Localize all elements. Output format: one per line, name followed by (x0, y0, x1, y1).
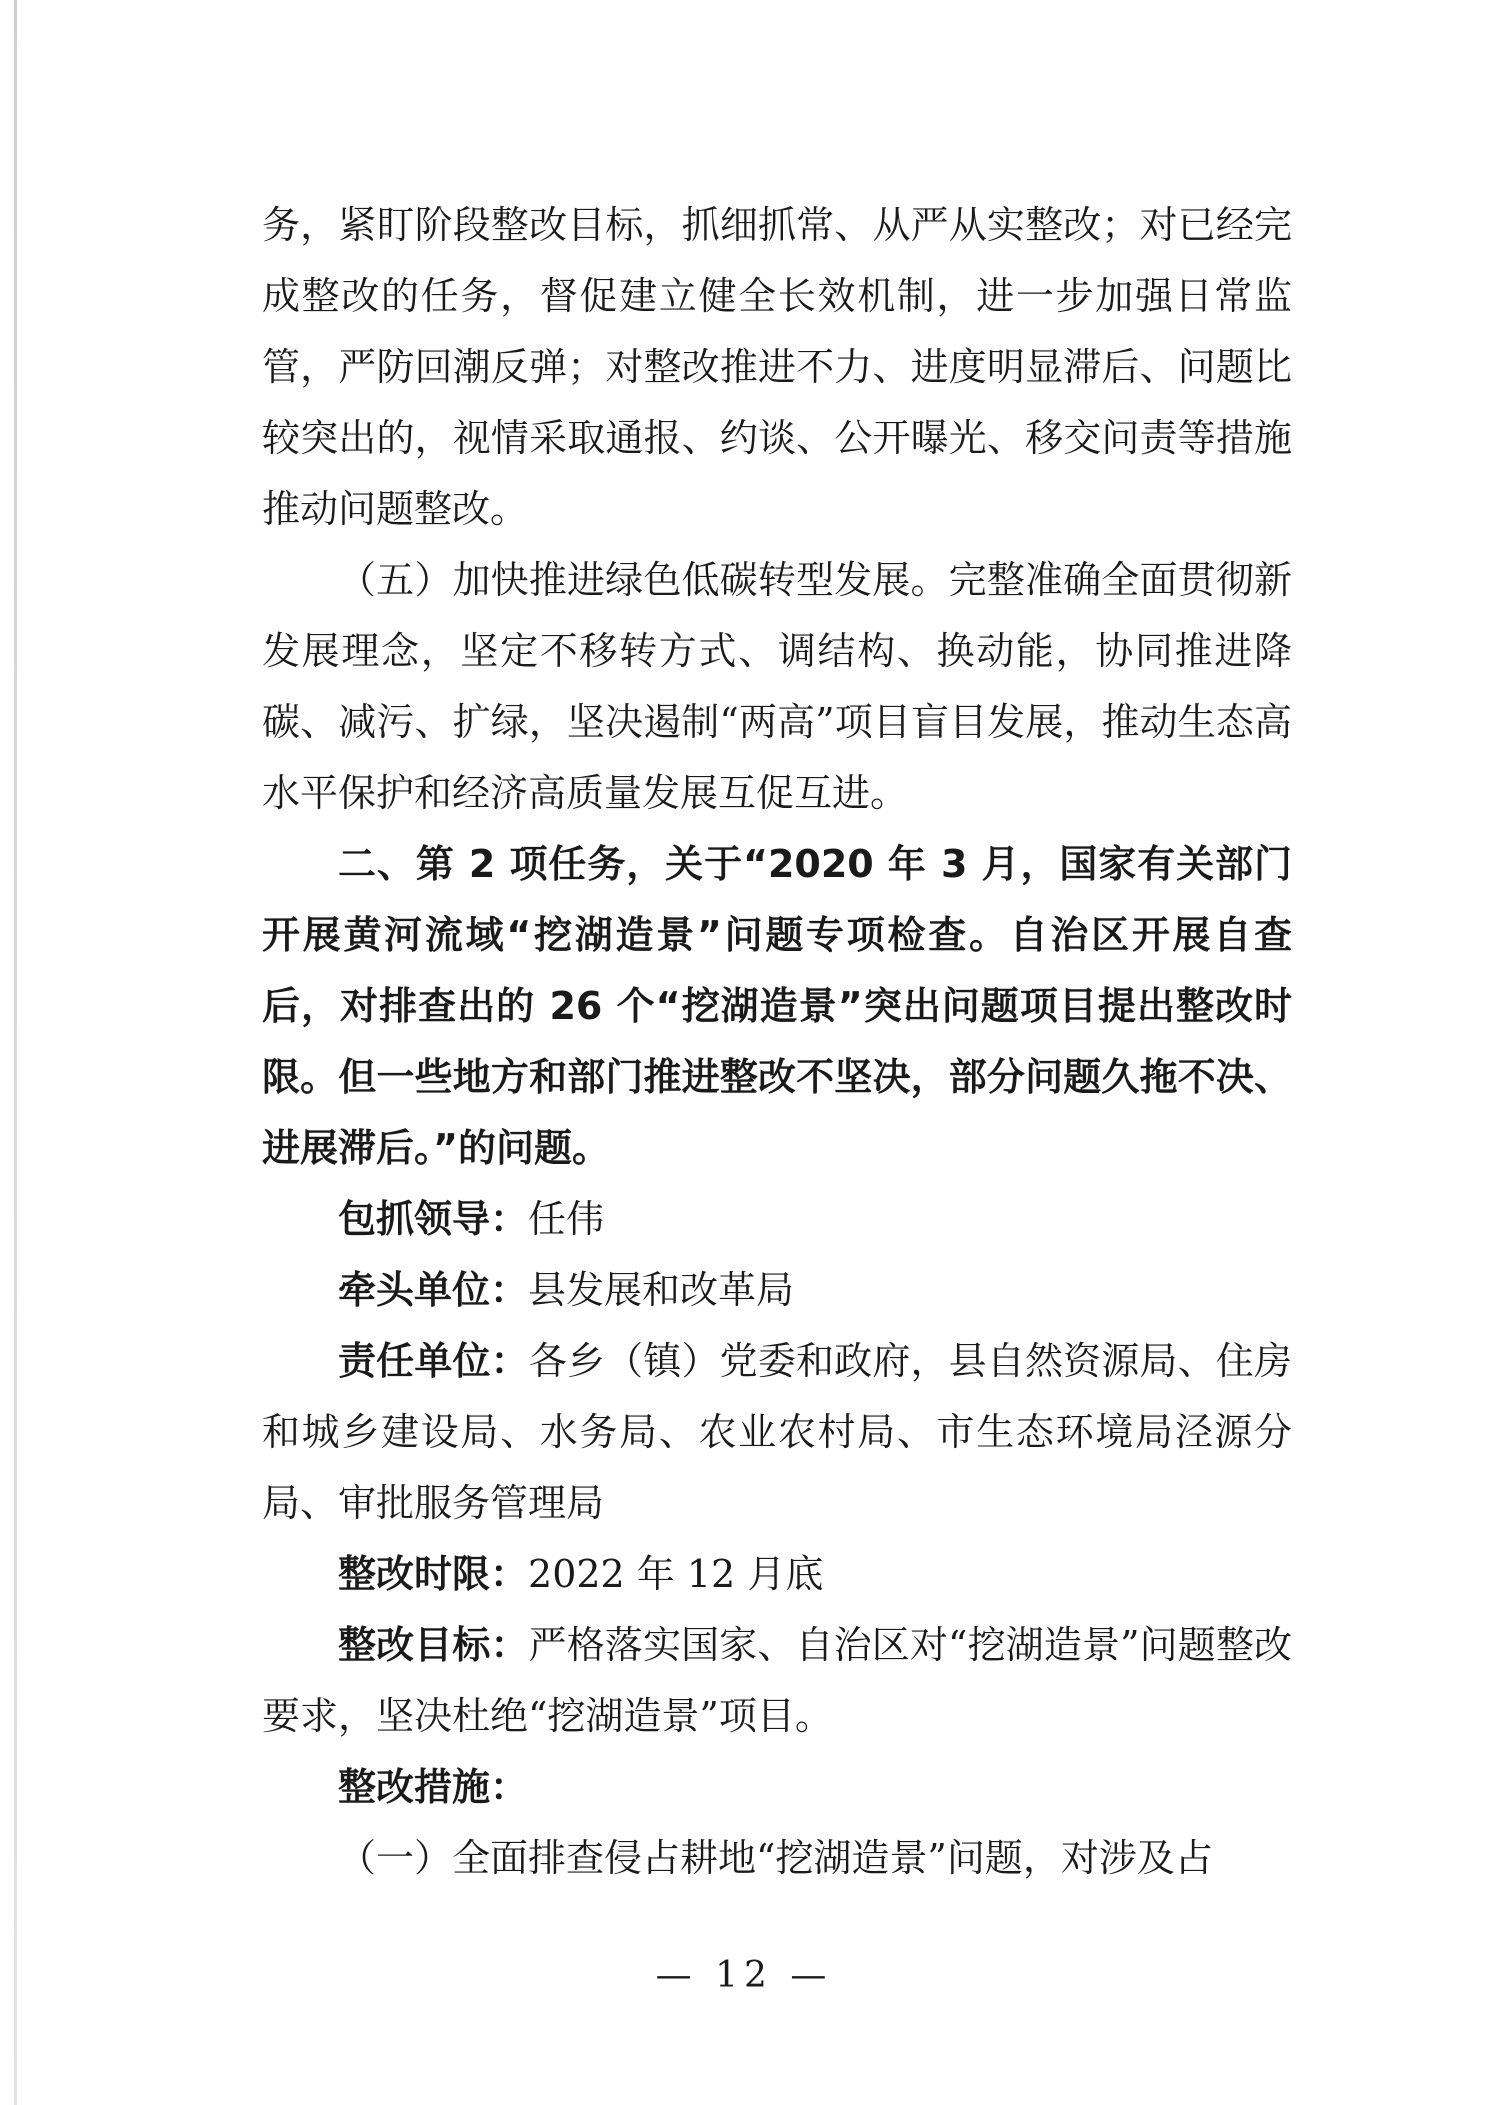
field-label: 整改措施： (338, 1765, 529, 1809)
field-lead-leader (262, 1184, 1292, 1255)
field-deadline (262, 1539, 1292, 1610)
field-lead-unit (262, 1255, 1292, 1326)
paragraph-section-five: （五）加快推进绿色低碳转型发展。完整准确全面贯彻新发展理念，坚定不移转方式、调结构、换动能，协同推进降碳、减污、扩绿，坚决遏制“两高”项目盲目发展，推动生态高水平保护和经济高质量发展互促互进。 (262, 558, 1292, 815)
field-label: 整改时限： (338, 1552, 529, 1596)
field-value: 县发展和改革局 (528, 1268, 795, 1312)
page-number: — 12 — (655, 1955, 833, 1996)
field-value: 严格落实国家、自治区对“挖湖造景”问题整改要求，坚决杜绝“挖湖造景”项目。 (262, 1623, 1292, 1738)
paragraph-measure-one: （一）全面排查侵占耕地“挖湖造景”问题，对涉及占 (338, 1836, 1213, 1880)
paragraph-continued: 务，紧盯阶段整改目标，抓细抓常、从严从实整改；对已经完成整改的任务，督促建立健全长效机制，进一步加强日常监管，严防回潮反弹；对整改推进不力、进度明显滞后、问题比较突出的，视情采取通报、约谈、公开曝光、移交问责等措施推动问题整改。 (262, 203, 1292, 531)
field-label: 包抓领导： (338, 1197, 529, 1241)
field-value: 任伟 (528, 1197, 605, 1241)
field-label: 整改目标： (338, 1623, 529, 1667)
field-measures (262, 1752, 1292, 1823)
paragraph-task-two: 二、第 2 项任务，关于“2020 年 3 月，国家有关部门开展黄河流域“挖湖造景”问题专项检查。自治区开展自查后，对排查出的 26 个“挖湖造景”突出问题项目提出整改时限。但一些地方和部门推进整改不坚决，部分问题久拖不决、进展滞后。”的问题。 (262, 842, 1292, 1170)
field-label: 牵头单位： (338, 1268, 529, 1312)
field-goal (262, 1610, 1292, 1752)
document-body (262, 190, 1292, 1894)
field-responsible-units (262, 1326, 1292, 1539)
scan-edge (14, 0, 17, 2105)
field-value: 各乡（镇）党委和政府，县自然资源局、住房和城乡建设局、水务局、农业农村局、市生态环境局泾源分局、审批服务管理局 (262, 1339, 1292, 1525)
field-label: 责任单位： (338, 1339, 529, 1383)
field-value: 2022 年 12 月底 (528, 1552, 824, 1596)
